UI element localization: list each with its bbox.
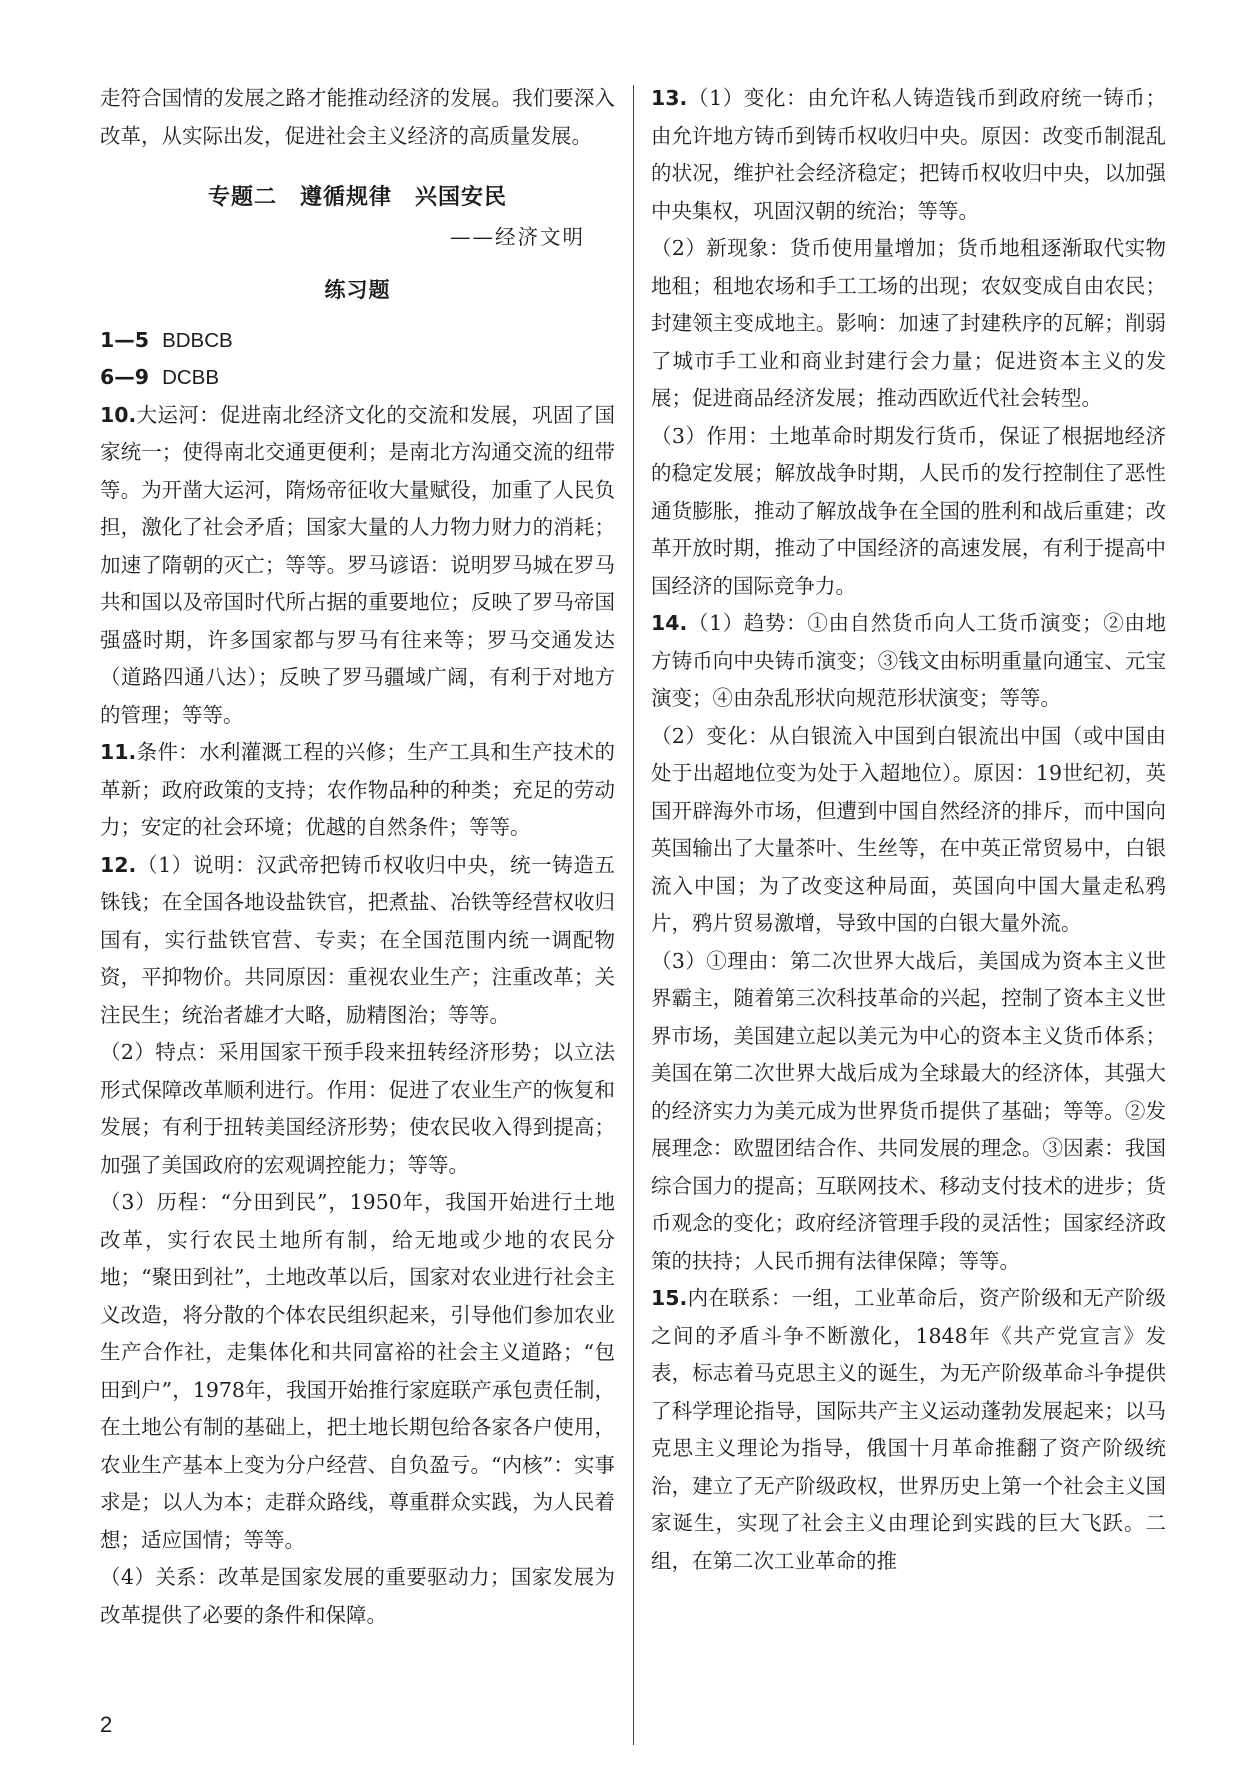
mc-label-2: 6—9 — [100, 365, 150, 389]
mc-values-1: BDBCB — [162, 328, 233, 352]
answer-13-number: 13. — [651, 86, 688, 110]
answer-12-part-1 — [100, 847, 615, 1035]
answer-13-part-1-text: （1）变化：由允许私人铸造钱币到政府统一铸币；由允许地方铸币到铸币权收归中央。原因：改变币制混乱的状况，维护社会经济稳定；把铸币权收归中央，以加强中央集权，巩固汉朝的统治；等等。 — [651, 86, 1166, 223]
answer-13-part-3: （3）作用：土地革命时期发行货币，保证了根据地经济的稳定发展；解放战争时期，人民币的发行控制住了恶性通货膨胀，推动了解放战争在全国的胜利和战后重建；改革开放时期，推动了中国经济的高速发展，有利于提高中国经济的国际竞争力。 — [651, 423, 1166, 598]
column-divider — [633, 85, 634, 1745]
answer-10-number: 10. — [100, 402, 137, 427]
answer-15 — [651, 1280, 1166, 1580]
answer-11 — [100, 734, 615, 847]
topic-title: 专题二 遵循规律 兴国安民 — [207, 185, 507, 210]
answer-11-text: 条件：水利灌溉工程的兴修；生产工具和生产技术的革新；政府政策的支持；农作物品种的种类；充足的劳动力；安定的社会环境；优越的自然条件；等等。 — [100, 740, 615, 839]
mc-answers-2 — [100, 359, 615, 397]
answer-14-part-2: （2）变化：从白银流入中国到白银流出中国（或中国由处于出超地位变为处于入超地位）。原因：19世纪初，英国开辟海外市场，但遭到中国自然经济的排斥，而中国向英国输出了大量茶叶、生丝等，在中英正常贸易中，白银流入中国；为了改变这种局面，英国向中国大量走私鸦片，鸦片贸易激增，导致中国的白银大量外流。 — [651, 723, 1166, 935]
intro-paragraph: 走符合国情的发展之路才能推动经济的发展。我们要深入改革，从实际出发，促进社会主义经济的高质量发展。 — [100, 86, 615, 148]
section-title: 练习题 — [324, 278, 391, 302]
mc-label-1: 1—5 — [100, 327, 150, 352]
topic-subtitle: ——经济文明 — [450, 224, 585, 249]
answer-10-text: 大运河：促进南北经济文化的交流和发展，巩固了国家统一；使得南北交通更便利；是南北方沟通交流的纽带等。为开凿大运河，隋炀帝征收大量赋役，加重了人民负担，激化了社会矛盾；国家大量的人力物力财力的消耗；加速了隋朝的灭亡；等等。罗马谚语：说明罗马城在罗马共和国以及帝国时代所占据的重要地位；反映了罗马帝国强盛时期，许多国家都与罗马有往来等；罗马交通发达（道路四通八达）；反映了罗马疆域广阔，有利于对地方的管理；等等。 — [100, 402, 615, 727]
answer-14-part-1 — [651, 605, 1166, 718]
answer-15-number: 15. — [651, 1286, 688, 1310]
answer-12-number: 12. — [100, 852, 137, 877]
answer-13-part-1 — [651, 80, 1166, 230]
answer-14-part-3: （3）①理由：第二次世界大战后，美国成为资本主义世界霸主，随着第三次科技革命的兴起，控制了资本主义世界市场，美国建立起以美元为中心的资本主义货币体系；美国在第二次世界大战后成为全球最大的经济体，其强大的经济实力为美元成为世界货币提供了基础；等等。②发展理念：欧盟团结合作、共同发展的理念。③因素：我国综合国力的提高；互联网技术、移动支付技术的进步；货币观念的变化；政府经济管理手段的灵活性；国家经济政策的扶持；人民币拥有法律保障；等等。 — [651, 948, 1166, 1273]
answer-14-part-1-text: （1）趋势：①由自然货币向人工货币演变；②由地方铸币向中央铸币演变；③钱文由标明重量向通宝、元宝演变；④由杂乱形状向规范形状演变；等等。 — [651, 611, 1166, 710]
answer-12-part-4: （4）关系：改革是国家发展的重要驱动力；国家发展为改革提供了必要的条件和保障。 — [100, 1565, 615, 1627]
answer-10 — [100, 397, 615, 735]
page-number: 2 — [100, 1712, 113, 1737]
mc-values-2: DCBB — [162, 366, 220, 389]
mc-answers-1 — [100, 322, 615, 360]
left-column — [100, 80, 615, 1634]
right-column — [651, 80, 1166, 1580]
answer-12-part-2: （2）特点：采用国家干预手段来扭转经济形势；以立法形式保障改革顺利进行。作用：促进了农业生产的恢复和发展；有利于扭转美国经济形势；使农民收入得到提高；加强了美国政府的宏观调控能力；等等。 — [100, 1040, 615, 1177]
answer-15-text: 内在联系：一组，工业革命后，资产阶级和无产阶级之间的矛盾斗争不断激化，1848年《共产党宣言》发表，标志着马克思主义的诞生，为无产阶级革命斗争提供了科学理论指导，国际共产主义运动蓬勃发展起来；以马克思主义理论为指导，俄国十月革命推翻了资产阶级统治，建立了无产阶级政权，世界历史上第一个社会主义国家诞生，实现了社会主义由理论到实践的巨大飞跃。二组，在第二次工业革命的推 — [651, 1286, 1166, 1573]
answer-13-part-2: （2）新现象：货币使用量增加；货币地租逐渐取代实物地租；租地农场和手工工场的出现；农奴变成自由农民；封建领主变成地主。影响：加速了封建秩序的瓦解；削弱了城市手工业和商业封建行会力量；促进资本主义的发展；促进商品经济发展；推动西欧近代社会转型。 — [651, 236, 1166, 410]
answer-14-number: 14. — [651, 611, 688, 635]
answer-11-number: 11. — [100, 740, 137, 764]
answer-12-part-1-text: （1）说明：汉武帝把铸币权收归中央，统一铸造五铢钱；在全国各地设盐铁官，把煮盐、冶铁等经营权收归国有，实行盐铁官营、专卖；在全国范围内统一调配物资，平抑物价。共同原因：重视农业生产；注重改革；关注民生；统治者雄才大略，励精图治；等等。 — [100, 852, 615, 1027]
answer-12-part-3: （3）历程：“分田到民”，1950年，我国开始进行土地改革，实行农民土地所有制，给无地或少地的农民分地；“聚田到社”，土地改革以后，国家对农业进行社会主义改造，将分散的个体农民组织起来，引导他们参加农业生产合作社，走集体化和共同富裕的社会主义道路；“包田到户”，1978年，我国开始推行家庭联产承包责任制，在土地公有制的基础上，把土地长期包给各家各户使用，农业生产基本上变为分户经营、自负盈亏。“内核”：实事求是；以人为本；走群众路线，尊重群众实践，为人民着想；适应国情；等等。 — [100, 1190, 615, 1552]
